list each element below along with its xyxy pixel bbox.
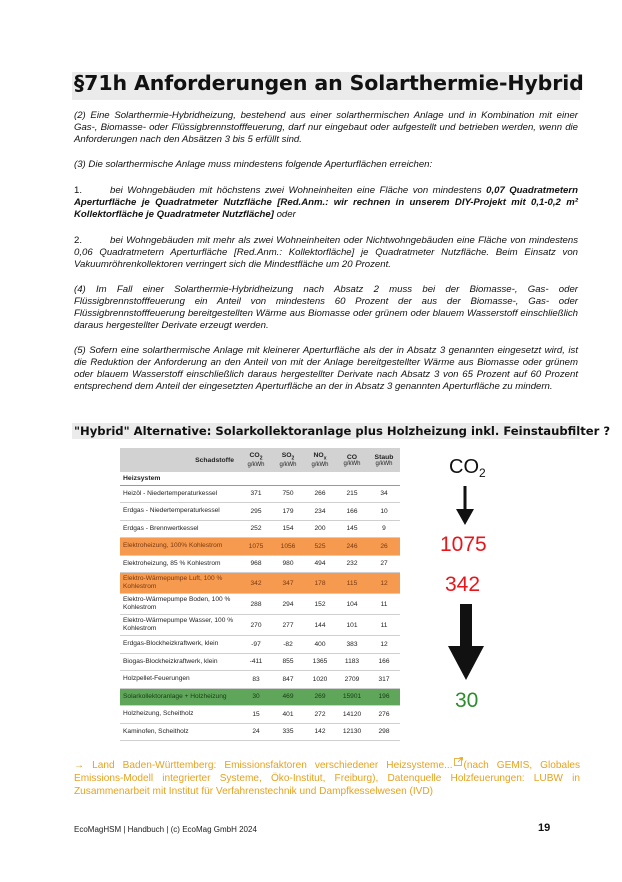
page-title: §71h Anforderungen an Solarthermie-Hybrid [74,71,584,95]
table-cell: 166 [368,653,400,671]
paragraph-3: (3) Die solarthermische Anlage muss mindestens folgende Aperturflächen erreichen: [74,159,433,170]
table-cell: 24 [240,723,272,741]
table-cell: 30 [240,688,272,706]
table-cell: 1056 [272,538,304,556]
table-cell: 525 [304,538,336,556]
table-cell: 179 [272,503,304,521]
co2-value-heatpump: 342 [445,573,481,596]
table-cell: -97 [240,636,272,654]
subheading: "Hybrid" Alternative: Solarkollektoranlage plus Holzheizung inkl. Feinstaubfilter ? [74,424,611,438]
table-cell: 401 [272,706,304,724]
table-cell: 469 [272,688,304,706]
table-row-header-label: Heizsystem [120,472,400,485]
table-row [120,555,400,573]
table-cell: 83 [240,671,272,689]
table-row-name: Kaminofen, Scheitholz [120,723,240,741]
table-column-header: $CO_2$ g/kWh [240,448,272,472]
list-item-1-bold: 0,07 Quadratmetern Aperturfläche je Quadratmeter Nutzfläche [Red.Anm.: wir rechnen in unserem DIY-Projekt mit 0,1-0,2 m² Kollektorfläche je Quadratmeter Nutzfläche] [74,185,578,220]
arrow-down-large-icon [447,604,485,680]
page-number: 19 [538,822,551,834]
table-cell: 270 [240,615,272,636]
table-cell: 145 [336,520,368,538]
table-cell: 142 [304,723,336,741]
table-row [120,688,400,706]
table-cell: 12130 [336,723,368,741]
emissions-table [120,448,400,741]
co2-value-solar-wood: 30 [455,689,479,712]
table-cell: 178 [304,573,336,594]
table-row-name: Elektro-Wärmepumpe Wasser, 100 % Kohlestrom [120,615,240,636]
table-cell: 294 [272,594,304,615]
table-cell: 347 [272,573,304,594]
table-cell: 10 [368,503,400,521]
table-cell: 115 [336,573,368,594]
table-row-name: Solarkollektoranlage + Holzheizung [120,688,240,706]
table-row [120,503,400,521]
table-row [120,653,400,671]
table-cell: 252 [240,520,272,538]
table-cell: -82 [272,636,304,654]
table-cell: 232 [336,555,368,573]
source-note [74,757,580,798]
paragraph-2: (2) Eine Solarthermie-Hybridheizung, bestehend aus einer solarthermischen Anlage und in Kombination mit einer Gas-, Biomasse- oder Flüssigbrennstofffeuerung, darf nur eingebaut oder aufgestellt und betrieben werden, wenn die Anforderungen nach den Absätzen 3 bis 5 erfüllt sind. [74,110,578,145]
table-row-name: Erdgas - Niedertemperaturkessel [120,503,240,521]
table-column-header: Staub g/kWh [368,448,400,472]
table-row [120,520,400,538]
co2-label: $CO_2$ [449,456,486,480]
table-row-name: Elektro-Wärmepumpe Boden, 100 % Kohlestrom [120,594,240,615]
table-cell: 269 [304,688,336,706]
table-cell: 144 [304,615,336,636]
external-link-icon[interactable] [454,757,463,766]
table-cell: 34 [368,485,400,503]
table-cell: 855 [272,653,304,671]
table-cell: 847 [272,671,304,689]
table-cell: 968 [240,555,272,573]
table-cell: 298 [368,723,400,741]
arrow-down-icon [453,486,477,526]
table-column-header: $SO_2$ g/kWh [272,448,304,472]
table-row-name: Erdgas-Blockheizkraftwerk, klein [120,636,240,654]
table-cell: 1183 [336,653,368,671]
table-cell: 200 [304,520,336,538]
table-cell: 215 [336,485,368,503]
table-cell: 371 [240,485,272,503]
co2-value-electric: 1075 [440,533,487,556]
table-row-name: Elektroheizung, 85 % Kohlestrom [120,555,240,573]
list-item-1 [74,185,578,221]
table-cell: 272 [304,706,336,724]
list-item-2-text: bei Wohngebäuden mit mehr als zwei Wohneinheiten oder Nichtwohngebäuden eine Fläche von mindestens 0,06 Quadratmetern Aperturfläche [Red.Anm.: Kollektorfläche] je Quadratmeter Nutzfläche. Beim Einsatz von Vakuumröhrenkollektoren verringert sich die Mindestfläche um 20 Prozent. [74,235,578,270]
table-row-name: Elektro-Wärmepumpe Luft, 100 % Kohlestrom [120,573,240,594]
table-cell: 317 [368,671,400,689]
source-details: (nach GEMIS, Globales Emissions-Modell integrierter Systeme, Öko-Institut, Freiburg), Datenquelle Holzfeuerungen: LUBW in Zusammenarbeit mit Institut für Verfahrenstechnik und Dampfkesselwesen (IVD) [74,760,581,797]
table-row [120,671,400,689]
table-cell: 266 [304,485,336,503]
table-cell: 27 [368,555,400,573]
table-cell: 12 [368,573,400,594]
table-cell: 154 [272,520,304,538]
table-cell: 196 [368,688,400,706]
table-cell: 12 [368,636,400,654]
table-cell: 11 [368,594,400,615]
table-cell: 277 [272,615,304,636]
paragraph-5: (5) Sofern eine solarthermische Anlage mit kleinerer Aperturfläche als der in Absatz 3 genannten eingesetzt wird, ist die Reduktion der Anforderung an den Anteil von mit der Anlage bereitgestellter Wärme aus Biomasse oder grünem oder blauem Wasserstoff einschließlich daraus hergestellter Derivate nach Absatz 3 von 65 Prozent auf 60 Prozent entsprechend dem Anteil der eingesetzten Aperturfläche an der in Absatz 3 genannten Aperturfläche zu mindern. [74,345,578,392]
table-cell: 295 [240,503,272,521]
list-item-1-suffix: oder [273,209,296,220]
table-cell: 335 [272,723,304,741]
table-cell: 104 [336,594,368,615]
table-cell: 166 [336,503,368,521]
table-row [120,538,400,556]
list-item-1-number: 1. [74,185,83,196]
table-row-name: Holzheizung, Scheitholz [120,706,240,724]
table-cell: 342 [240,573,272,594]
table-cell: 101 [336,615,368,636]
list-item-2-number: 2. [74,235,83,246]
table-cell: 400 [304,636,336,654]
table-row [120,615,400,636]
table-cell: 152 [304,594,336,615]
source-link[interactable]: → Land Baden-Württemberg: Emissionsfaktoren verschiedener Heizsysteme... [74,760,453,771]
table-cell: -411 [240,653,272,671]
table-corner-label: Schadstoffe [120,448,240,472]
list-item-2 [74,235,578,271]
table-cell: 750 [272,485,304,503]
table-cell: 383 [336,636,368,654]
table-column-header: CO g/kWh [336,448,368,472]
table-row [120,485,400,503]
list-item-1-text: bei Wohngebäuden mit höchstens zwei Wohneinheiten eine Fläche von mindestens [110,185,487,196]
table-cell: 246 [336,538,368,556]
table-cell: 494 [304,555,336,573]
table-cell: 9 [368,520,400,538]
table-row [120,723,400,741]
table-row [120,573,400,594]
footer: EcoMagHSM | Handbuch | (c) EcoMag GmbH 2024 [74,825,257,834]
table-cell: 234 [304,503,336,521]
table-cell: 1020 [304,671,336,689]
table-row [120,636,400,654]
table-cell: 2709 [336,671,368,689]
table-row [120,594,400,615]
table-cell: 15 [240,706,272,724]
table-cell: 980 [272,555,304,573]
table-row-name: Elektroheizung, 100% Kohlestrom [120,538,240,556]
table-cell: 1075 [240,538,272,556]
table-cell: 1365 [304,653,336,671]
paragraph-4: (4) Im Fall einer Solarthermie-Hybridheizung nach Absatz 2 muss bei der Biomasse-, Gas- oder Flüssigbrennstofffeuerung ein Anteil von mindestens 60 Prozent der aus der Biomasse-, Gas- oder Flüssigbrennstofffeuerung bereitgestellten Wärme aus Biomasse oder grünem oder blauem Wasserstoff einschließlich daraus hergestellter Derivate erzeugt werden. [74,284,578,331]
table-cell: 288 [240,594,272,615]
table-column-header: $NO_x$ g/kWh [304,448,336,472]
table-cell: 11 [368,615,400,636]
emissions-table-container [120,448,400,741]
table-cell: 14120 [336,706,368,724]
table-cell: 15901 [336,688,368,706]
table-row-name: Holzpellet-Feuerungen [120,671,240,689]
table-cell: 26 [368,538,400,556]
table-cell: 276 [368,706,400,724]
table-row-name: Biogas-Blockheizkraftwerk, klein [120,653,240,671]
table-row [120,706,400,724]
table-row-name: Heizöl - Niedertemperaturkessel [120,485,240,503]
table-row-name: Erdgas - Brennwertkessel [120,520,240,538]
